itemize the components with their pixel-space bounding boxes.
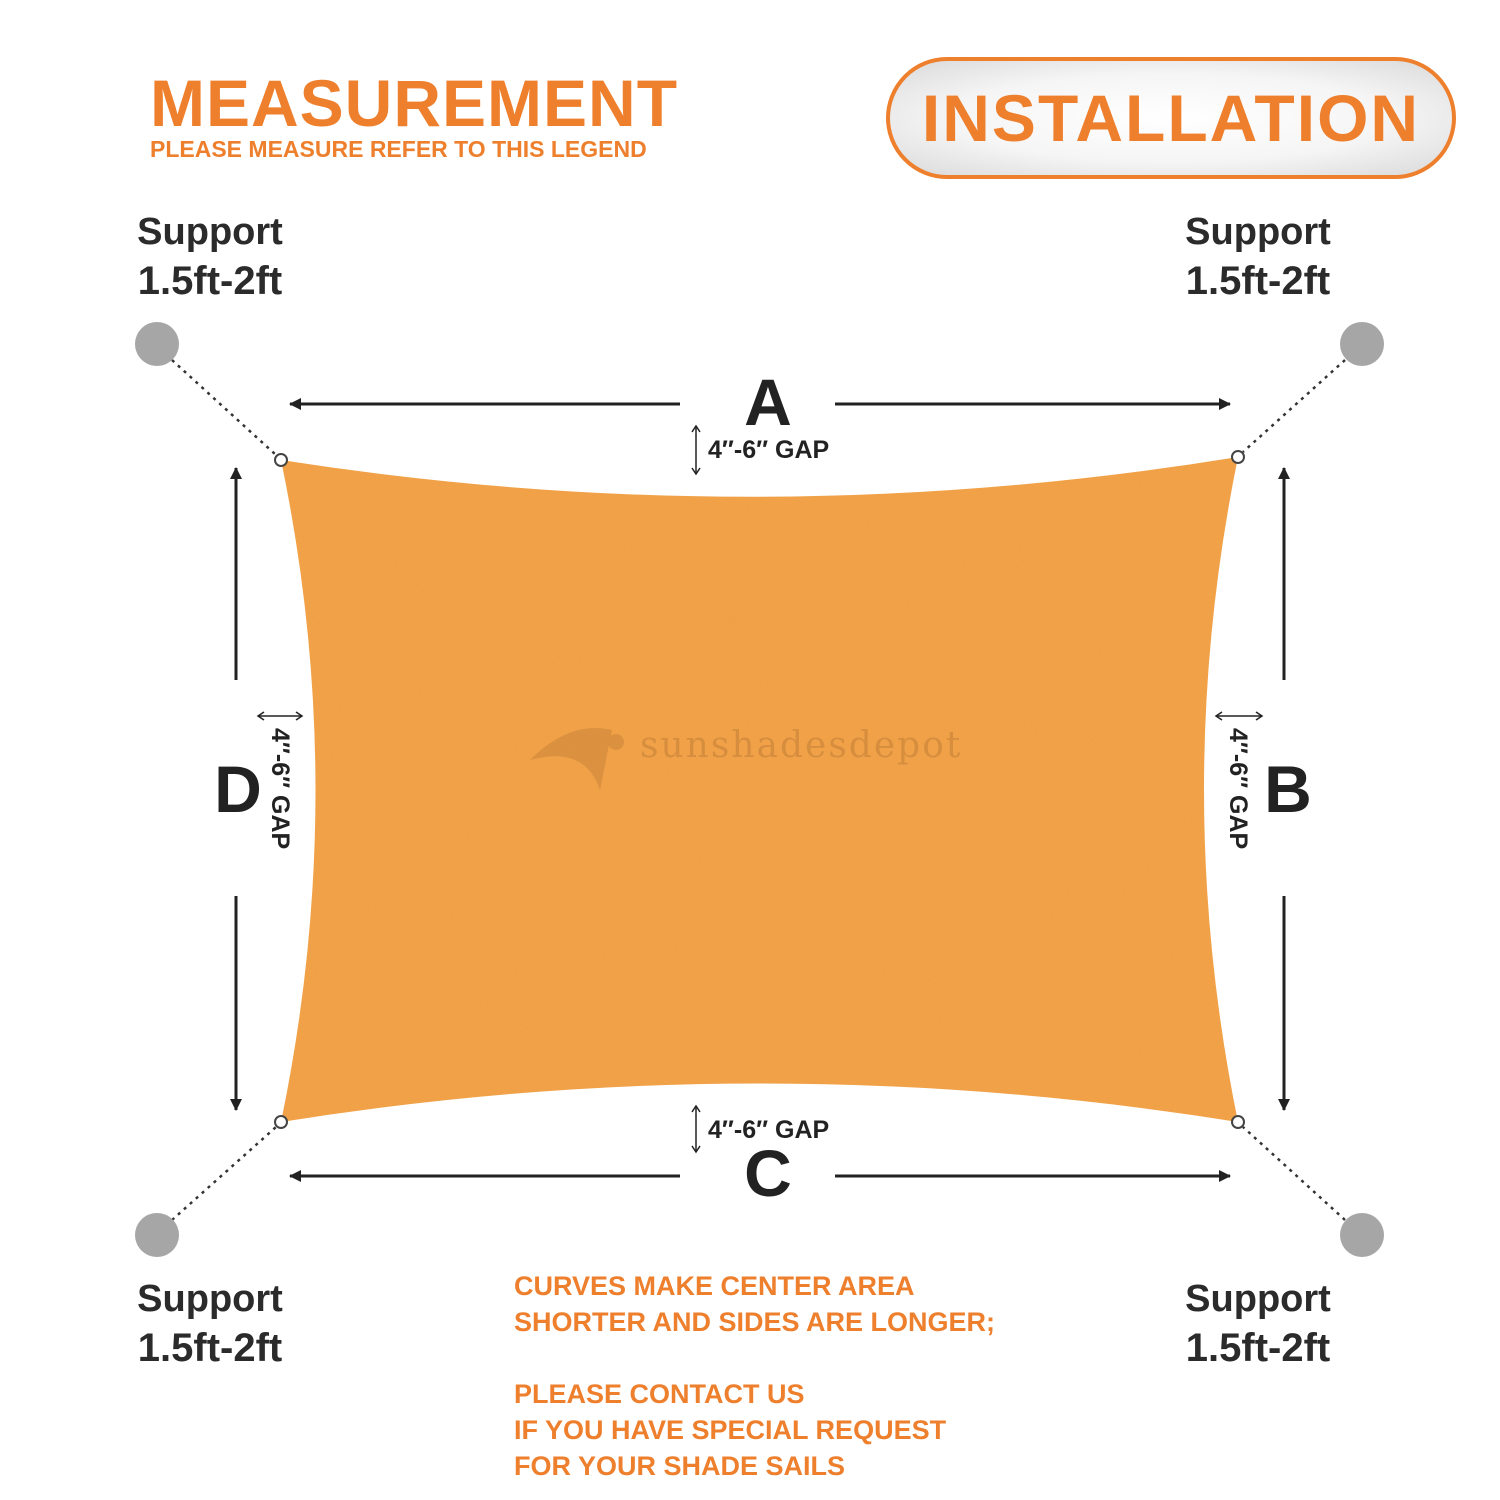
support-length: 1.5ft-2ft — [137, 1326, 283, 1370]
tension-line — [1243, 360, 1345, 452]
support-text: Support — [137, 211, 283, 253]
gap-label-right: 4″-6″ GAP — [1224, 728, 1252, 850]
tension-line — [1243, 1127, 1345, 1220]
note-line-4: IF YOU HAVE SPECIAL REQUEST — [514, 1415, 947, 1445]
support-post-icon — [1340, 1213, 1384, 1257]
tension-line — [172, 360, 276, 455]
support-post-icon — [135, 322, 179, 366]
side-label-d: D — [214, 752, 262, 826]
installation-label: INSTALLATION — [921, 81, 1421, 155]
side-label-c: C — [744, 1136, 792, 1210]
corner-ring-icon — [1232, 451, 1244, 463]
tension-line — [172, 1127, 276, 1220]
measurement-subtitle: PLEASE MEASURE REFER TO THIS LEGEND — [150, 136, 647, 162]
note-line-3: PLEASE CONTACT US — [514, 1379, 805, 1409]
corner-ring-icon — [1232, 1116, 1244, 1128]
support-length: 1.5ft-2ft — [137, 259, 283, 303]
shade-sail — [281, 457, 1238, 1122]
gap-label-bottom: 4″-6″ GAP — [708, 1116, 830, 1144]
watermark-text: sunshadesdepot — [640, 725, 963, 766]
gap-label-top: 4″-6″ GAP — [708, 436, 830, 464]
corner-ring-icon — [275, 1116, 287, 1128]
side-label-b: B — [1264, 752, 1312, 826]
note-line-5: FOR YOUR SHADE SAILS — [514, 1451, 846, 1481]
support-post-icon — [1340, 322, 1384, 366]
note-line-1: CURVES MAKE CENTER AREA — [514, 1271, 915, 1301]
measurement-title: MEASUREMENT — [150, 66, 679, 140]
support-post-icon — [135, 1213, 179, 1257]
side-label-a: A — [744, 365, 792, 439]
support-length: 1.5ft-2ft — [1185, 259, 1331, 303]
gap-label-left: 4″-6″ GAP — [266, 728, 294, 850]
support-text: Support — [137, 1278, 283, 1320]
support-text: Support — [1185, 211, 1331, 253]
support-text: Support — [1185, 1278, 1331, 1320]
support-length: 1.5ft-2ft — [1185, 1326, 1331, 1370]
corner-ring-icon — [275, 454, 287, 466]
note-line-2: SHORTER AND SIDES ARE LONGER; — [514, 1307, 996, 1337]
